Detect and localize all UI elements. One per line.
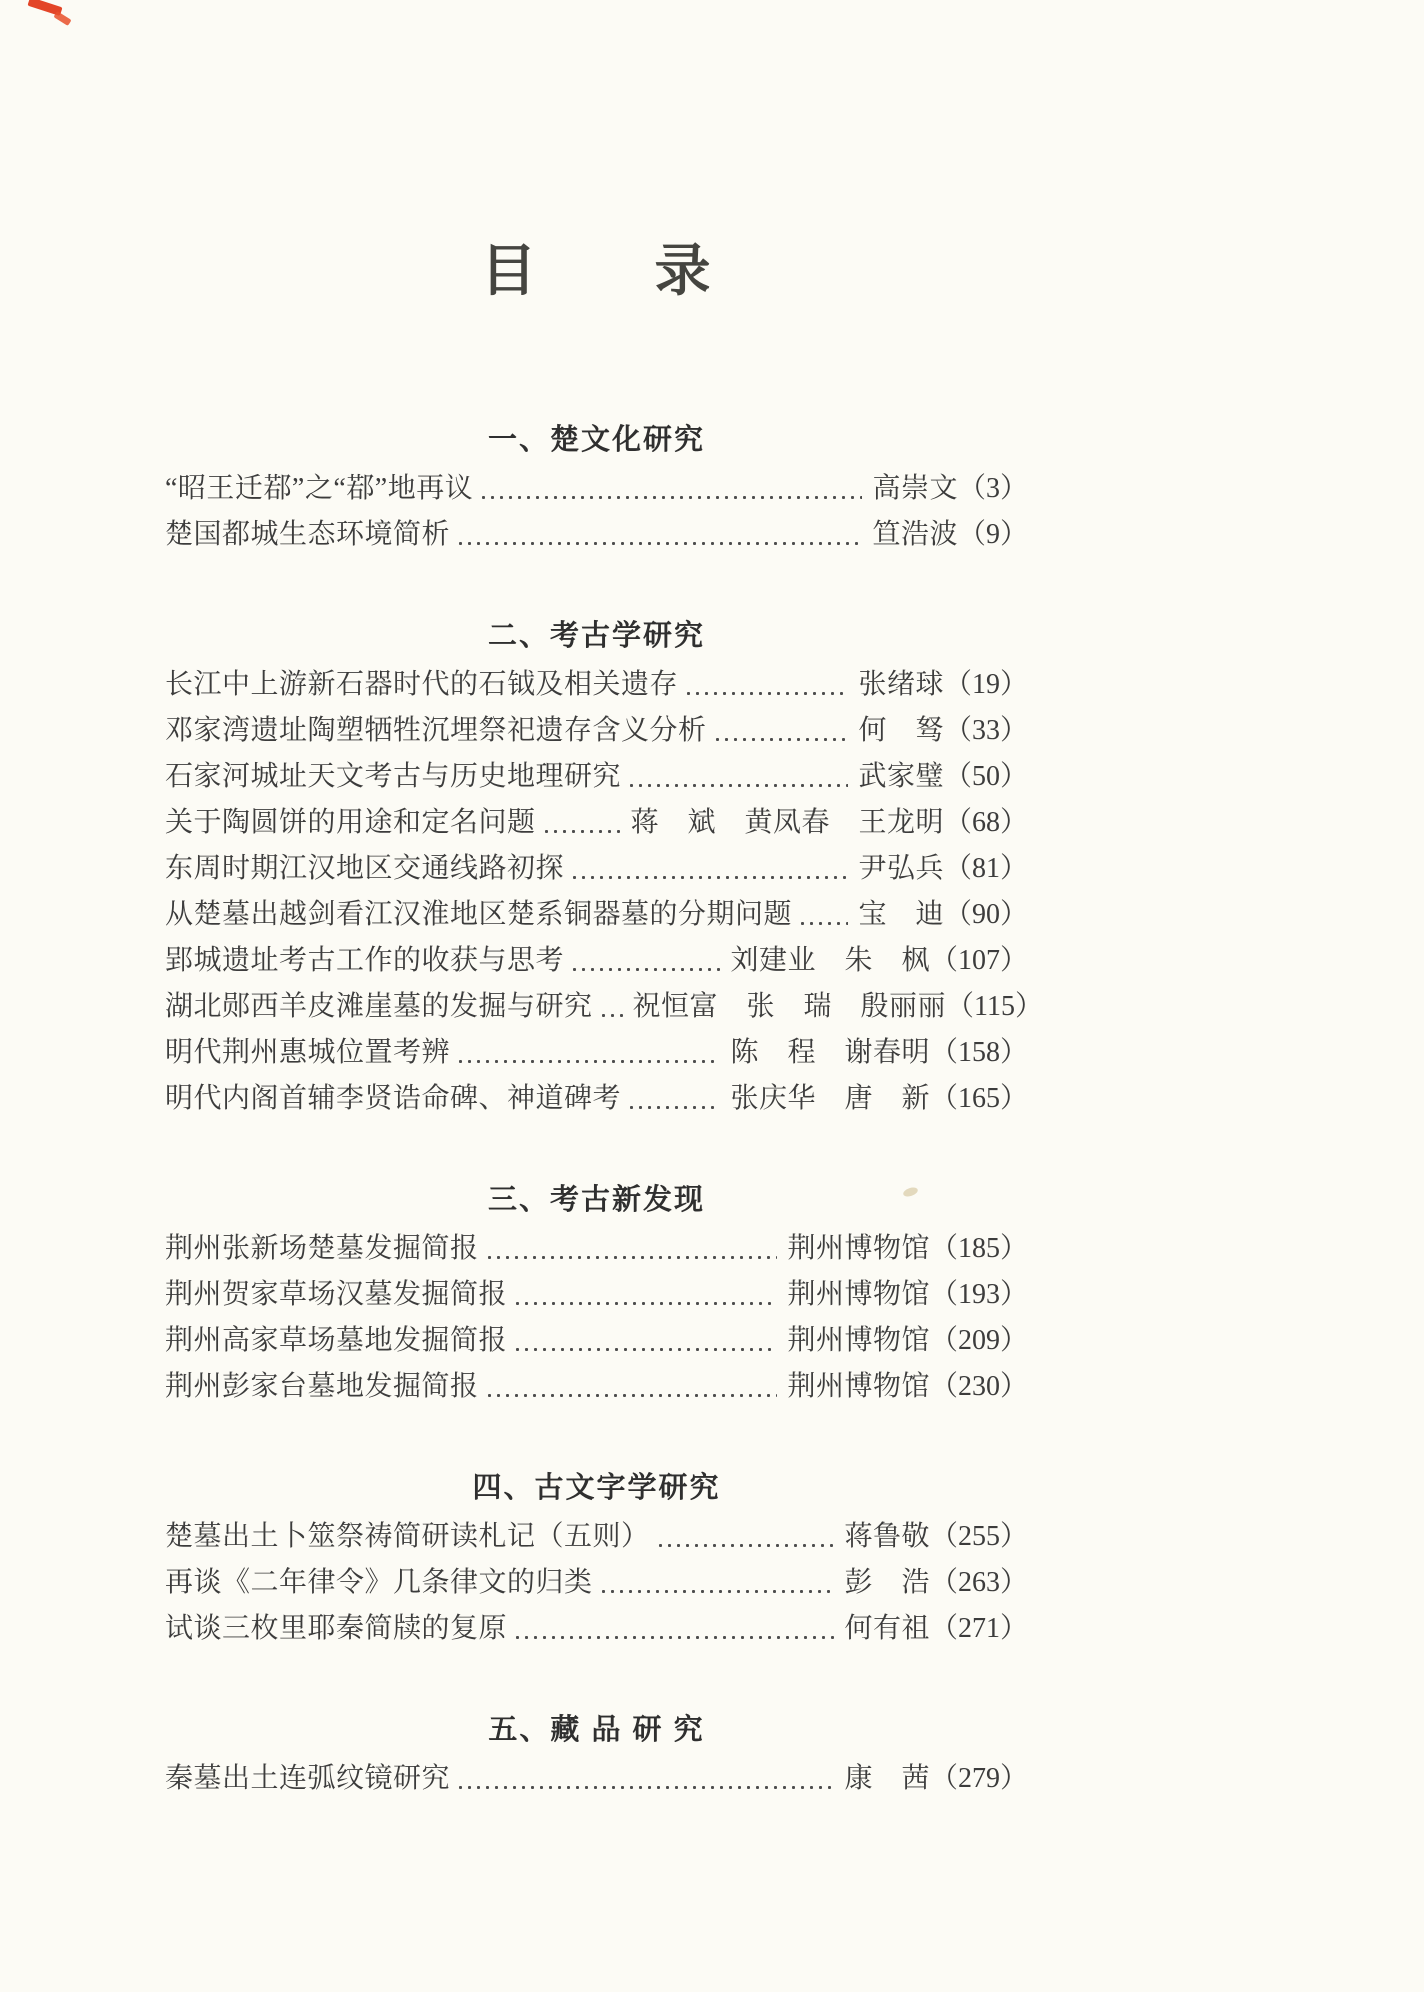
entry-page-number: （193） bbox=[929, 1279, 1028, 1310]
entry-title: 荆州张新场楚墓发掘简报 bbox=[165, 1233, 479, 1264]
entry-page-number: （255） bbox=[929, 1521, 1028, 1552]
toc-entry bbox=[165, 762, 1028, 808]
entry-page-number: （9） bbox=[957, 519, 1028, 550]
entry-authors: 荆州博物馆 bbox=[787, 1233, 930, 1264]
section-heading: 五、藏 品 研 究 bbox=[488, 1714, 705, 1746]
entry-authors: 笪浩波 bbox=[872, 519, 958, 550]
entry-page-number: （185） bbox=[929, 1233, 1028, 1264]
dotted-leader-icon bbox=[684, 688, 848, 698]
entry-page-number: （115） bbox=[946, 991, 1043, 1022]
toc-entry bbox=[165, 1372, 1028, 1418]
entry-title: 楚墓出土卜筮祭祷简研读札记（五则） bbox=[165, 1521, 650, 1552]
entry-title: 邓家湾遗址陶塑牺牲沉埋祭祀遗存含义分析 bbox=[165, 715, 707, 746]
toc-entry bbox=[165, 716, 1028, 762]
entry-title: 荆州彭家台墓地发掘简报 bbox=[165, 1371, 479, 1402]
entry-page-number: （209） bbox=[929, 1325, 1028, 1356]
entry-title: 从楚墓出越剑看江汉淮地区楚系铜器墓的分期问题 bbox=[165, 899, 793, 930]
scan-artifact-red-icon bbox=[53, 11, 71, 26]
entry-page-number: （271） bbox=[929, 1613, 1028, 1644]
toc-entry bbox=[165, 1764, 1028, 1810]
entry-title: 明代荆州惠城位置考辨 bbox=[165, 1037, 451, 1068]
toc-entry bbox=[165, 1614, 1028, 1660]
entry-title: 石家河城址天文考古与历史地理研究 bbox=[165, 761, 622, 792]
dotted-leader-icon bbox=[656, 1540, 835, 1550]
section-heading: 一、楚文化研究 bbox=[487, 424, 705, 456]
toc-entry bbox=[165, 474, 1028, 520]
entry-title: 荆州高家草场墓地发掘简报 bbox=[165, 1325, 508, 1356]
dotted-leader-icon bbox=[456, 538, 862, 548]
entry-title: 长江中上游新石器时代的石钺及相关遗存 bbox=[165, 669, 679, 700]
entry-authors: 何 驽 bbox=[858, 715, 944, 746]
toc-section bbox=[165, 1470, 1028, 1660]
entry-authors: 陈 程 谢春明 bbox=[730, 1037, 930, 1068]
entry-authors: 康 茜 bbox=[844, 1763, 930, 1794]
entry-title: 明代内阁首辅李贤诰命碑、神道碑考 bbox=[165, 1083, 622, 1114]
dotted-leader-icon bbox=[599, 1010, 623, 1020]
toc-entry bbox=[165, 900, 1028, 946]
toc-section bbox=[165, 422, 1028, 566]
entry-page-number: （107） bbox=[929, 945, 1028, 976]
dotted-leader-icon bbox=[798, 918, 848, 928]
entry-authors: 蒋鲁敬 bbox=[844, 1521, 930, 1552]
entry-title: 荆州贺家草场汉墓发掘简报 bbox=[165, 1279, 508, 1310]
entry-authors: 尹弘兵 bbox=[858, 853, 944, 884]
dotted-leader-icon bbox=[570, 872, 848, 882]
entry-page-number: （230） bbox=[929, 1371, 1028, 1402]
dotted-leader-icon bbox=[599, 1586, 835, 1596]
entry-page-number: （50） bbox=[943, 761, 1028, 792]
toc-entry bbox=[165, 520, 1028, 566]
toc-section bbox=[165, 618, 1043, 1130]
entry-title: 再谈《二年律令》几条律文的归类 bbox=[165, 1567, 593, 1598]
toc-entry bbox=[165, 854, 1028, 900]
dotted-leader-icon bbox=[570, 964, 720, 974]
entry-title: 湖北郧西羊皮滩崖墓的发掘与研究 bbox=[165, 991, 593, 1022]
toc-entry bbox=[165, 1326, 1028, 1372]
section-heading: 二、考古学研究 bbox=[487, 620, 705, 652]
section-entries bbox=[165, 1764, 1028, 1810]
section-heading: 三、考古新发现 bbox=[487, 1184, 705, 1216]
toc-entry bbox=[165, 1038, 1028, 1084]
toc-entry bbox=[165, 670, 1028, 716]
toc-entry bbox=[165, 1522, 1028, 1568]
toc-section bbox=[165, 1712, 1028, 1810]
entry-authors: 宝 迪 bbox=[858, 899, 944, 930]
dotted-leader-icon bbox=[713, 734, 849, 744]
entry-authors: 何有祖 bbox=[844, 1613, 930, 1644]
section-entries bbox=[165, 1522, 1028, 1660]
entry-page-number: （158） bbox=[929, 1037, 1028, 1068]
toc-entry bbox=[165, 808, 1028, 854]
entry-page-number: （3） bbox=[957, 473, 1028, 504]
entry-page-number: （165） bbox=[929, 1083, 1028, 1114]
entry-authors: 刘建业 朱 枫 bbox=[730, 945, 930, 976]
entry-title: 试谈三枚里耶秦简牍的复原 bbox=[165, 1613, 508, 1644]
entry-page-number: （81） bbox=[943, 853, 1028, 884]
toc-entry bbox=[165, 991, 1043, 1038]
entry-page-number: （68） bbox=[943, 807, 1028, 838]
entry-title: 秦墓出土连弧纹镜研究 bbox=[165, 1763, 451, 1794]
entry-authors: 蒋 斌 黄凤春 王龙明 bbox=[630, 807, 944, 838]
dotted-leader-icon bbox=[513, 1298, 777, 1308]
entry-page-number: （90） bbox=[943, 899, 1028, 930]
dotted-leader-icon bbox=[513, 1632, 834, 1642]
section-entries bbox=[165, 474, 1028, 566]
entry-authors: 高崇文 bbox=[872, 473, 958, 504]
toc-sections bbox=[165, 422, 1043, 1810]
entry-authors: 彭 浩 bbox=[844, 1567, 930, 1598]
entry-authors: 张绪球 bbox=[858, 669, 944, 700]
dotted-leader-icon bbox=[456, 1782, 834, 1792]
entry-page-number: （19） bbox=[943, 669, 1028, 700]
toc-entry bbox=[165, 1084, 1028, 1130]
entry-title: 东周时期江汉地区交通线路初探 bbox=[165, 853, 565, 884]
entry-authors: 武家璧 bbox=[858, 761, 944, 792]
section-entries bbox=[165, 669, 1043, 1130]
page-title: 目 录 bbox=[480, 241, 713, 303]
entry-title: 关于陶圆饼的用途和定名问题 bbox=[165, 807, 536, 838]
dotted-leader-icon bbox=[485, 1390, 778, 1400]
dotted-leader-icon bbox=[627, 1102, 720, 1112]
dotted-leader-icon bbox=[485, 1252, 778, 1262]
entry-authors: 荆州博物馆 bbox=[787, 1325, 930, 1356]
entry-authors: 张庆华 唐 新 bbox=[730, 1083, 930, 1114]
entry-page-number: （33） bbox=[943, 715, 1028, 746]
entry-authors: 荆州博物馆 bbox=[787, 1279, 930, 1310]
toc-section bbox=[165, 1182, 1028, 1418]
toc-entry bbox=[165, 1568, 1028, 1614]
entry-title: 楚国都城生态环境简析 bbox=[165, 519, 451, 550]
toc-entry bbox=[165, 1280, 1028, 1326]
toc-entry bbox=[165, 1234, 1028, 1280]
section-heading: 四、古文字学研究 bbox=[472, 1472, 721, 1504]
section-entries bbox=[165, 1234, 1028, 1418]
dotted-leader-icon bbox=[479, 492, 862, 502]
toc-entry bbox=[165, 946, 1028, 992]
dotted-leader-icon bbox=[456, 1056, 720, 1066]
entry-title: 郢城遗址考古工作的收获与思考 bbox=[165, 945, 565, 976]
dotted-leader-icon bbox=[513, 1344, 777, 1354]
entry-authors: 祝恒富 张 瑞 殷丽丽 bbox=[632, 991, 947, 1022]
entry-authors: 荆州博物馆 bbox=[787, 1371, 930, 1402]
entry-title: “昭王迁鄀”之“鄀”地再议 bbox=[165, 473, 474, 504]
dotted-leader-icon bbox=[627, 780, 848, 790]
dotted-leader-icon bbox=[542, 826, 621, 836]
entry-page-number: （263） bbox=[929, 1567, 1028, 1598]
entry-page-number: （279） bbox=[929, 1763, 1028, 1794]
